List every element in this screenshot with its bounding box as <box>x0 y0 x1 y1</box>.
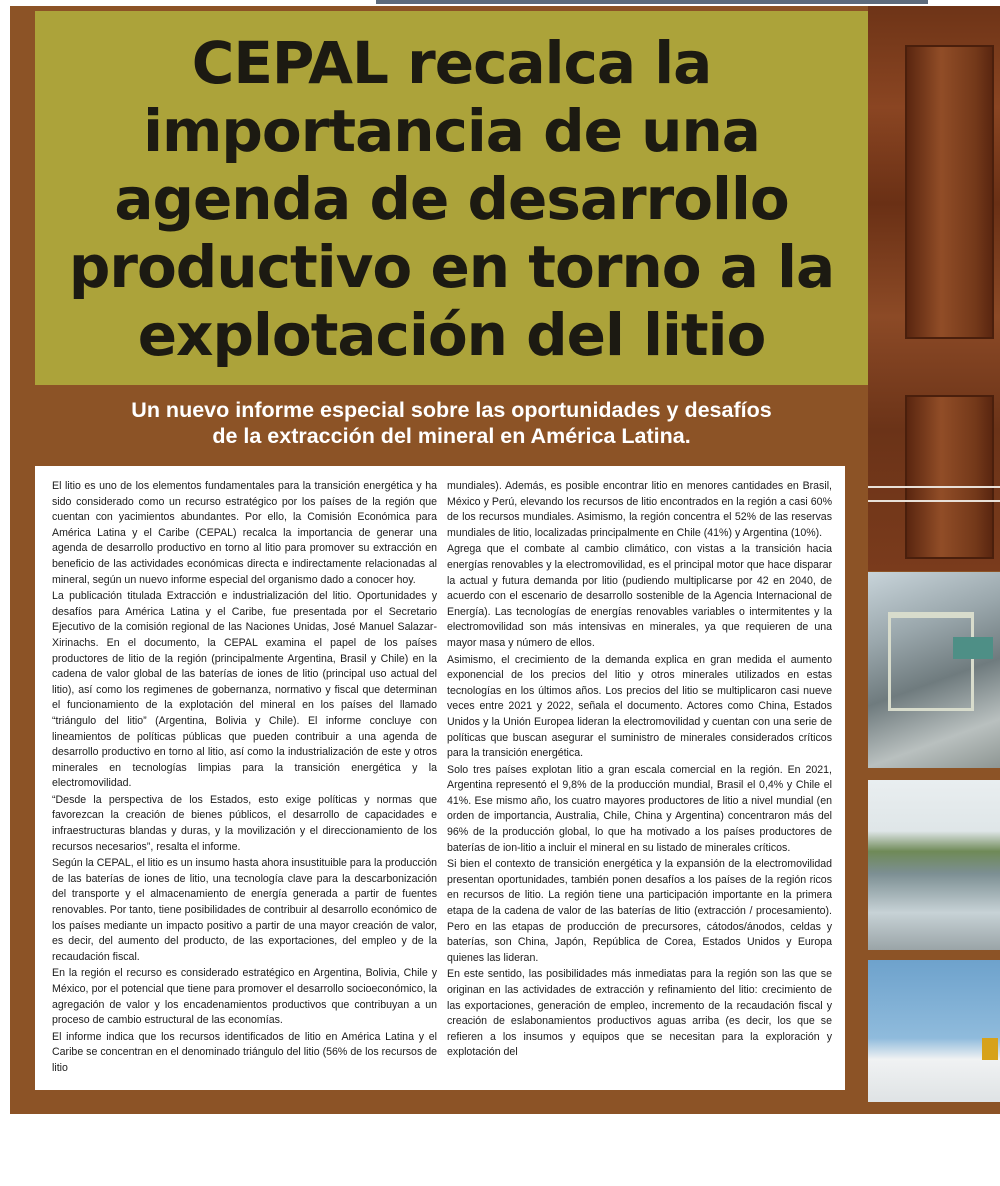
paragraph: Agrega que el combate al cambio climático, con vistas a la transición hacia energías renovables y la electromovilidad, es el principal motor que hace disparar la actual y futura demanda por litio (pudiendo multiplicarse por 42 en 2040, de acuerdo con el escenario de desarrollo sostenible de la Agencia Internacional de Energía). Las tecnologías de energías renovables variables o intermitentes y la electromovilidad son más intensivas en minerales, ya que requieren de una mayor masa y número de ellos. <box>447 543 832 649</box>
paragraph: Solo tres países explotan litio a gran escala comercial en la región. En 2021, Argentina representó el 9,8% de la producción mundial, Brasil el 0,4% y Chile el 41%. Ese mismo año, los cuatro mayores productores de litio a nivel mundial (en orden de importancia, Australia, Chile, China y Argentina) concentraron más del 96% de la producción global, lo que ha motivado a los países productores de baterías de ion-litio a incluir el mineral en su listado de minerales críticos. <box>447 763 832 854</box>
door-panel-lower <box>905 395 994 559</box>
paragraph: El litio es uno de los elementos fundamentales para la transición energética y ha sido considerado como un recurso estratégico por los países de la región que cuentan con yacimientos abundantes. Por ello, la Comisión Económica para América Latina y el Caribe (CEPAL) recalca la importancia de generar una agenda de desarrollo productivo en torno al litio para promover su extracción en beneficio de las actividades económicas directa e indirectamente relacionadas al mineral, según un nuevo informe especial del organismo dado a conocer hoy. <box>52 480 437 586</box>
paragraph: La publicación titulada Extracción e industrialización del litio. Oportunidades y desafíos para América Latina y el Caribe, fue presentada por el Secretario Ejecutivo de la comisión regional de las Naciones Unidas, José Manuel Salazar-Xirinachs. En el documento, la CEPAL examina el papel de los países productores de litio de la región (principalmente Argentina, Brasil y Chile) en la cadena de valor global de las baterías de iones de litio (principal uso actual del litio), así como los regimenes de gobernanza, normativo y fiscal que determinan el funcionamiento de la explotación del mineral en los países del llamado “triángulo del litio” (Argentina, Bolivia y Chile). El informe concluye con lineamientos de políticas públicas que pueden contribuir a una agenda de desarrollo productivo en torno al litio, así como la industrialización de este y otros minerales en tecnologías limpias para la transición energética y la electromovilidad. <box>52 590 437 790</box>
paragraph: En la región el recurso es considerado estratégico en Argentina, Bolivia, Chile y México, por el potencial que tiene para promover el desarrollo socioeconómico, la agregación de valor y los encadenamientos productivos que contribuyan a un proceso de cambio estructural de las economías. <box>52 967 437 1027</box>
left-column <box>52 479 437 1078</box>
paragraph: Asimismo, el crecimiento de la demanda explica en gran medida el aumento exponencial de los precios del litio y otros minerales utilizados en estas tecnologías en los últimos años. Los precios del litio se multiplicaron casi nueve veces entre 2021 y 2022, señala el documento. Actores como China, Estados Unidos y la Unión Europea lideran la electromovilidad y cuentan con una serie de políticas que buscan asegurar el suministro de minerales considerados críticos para la transición energética. <box>447 653 832 760</box>
plant-structure <box>888 612 974 711</box>
title-box <box>35 11 868 385</box>
evaporation-pond-photo <box>868 780 1000 950</box>
cable-line <box>868 486 1000 488</box>
paragraph: Según la CEPAL, el litio es un insumo hasta ahora insustituible para la producción de las baterías de iones de litio, una tecnología clave para la descarbonización del transporte y el almacenamiento de energía generada a partir de fuentes renovables. Por tanto, tiene posibilidades de contribuir al desarrollo económico de los países mediante un impacto positivo a partir de una mayor creación de valor, es decir, del aumento del producto, de las exportaciones, del empleo y de la recaudación fiscal. <box>52 857 437 963</box>
article-body <box>35 466 845 1090</box>
paragraph: Si bien el contexto de transición energética y la expansión de la electromovilidad presentan oportunidades, también ponen desafíos a los países de la región ricos en recursos de litio. La región tiene una participación importante en la primera etapa de la cadena de valor de las baterías de litio (extracción / procesamiento). Pero en las etapas de producción de precursores, cátodos/ánodos, celdas y baterías, son China, Japón, República de Corea, Estados Unidos y Europa quienes las lideran. <box>447 858 832 964</box>
paragraph: mundiales). Además, es posible encontrar litio en menores cantidades en Brasil, México y Perú, elevando los recursos de litio encontrados en la región a casi 60% de los recursos mundiales. Asimismo, la región concentra el 52% de las reservas mundiales de litio, localizadas principalmente en Chile (41%) y Argentina (10%). <box>447 480 832 539</box>
paragraph: “Desde la perspectiva de los Estados, esto exige políticas y normas que favorezcan la creación de bienes públicos, el desarrollo de capacidades e infraestructuras blandas y duras, y la movilización y el direccionamiento de los recursos necesarios”, resalta el informe. <box>52 793 437 853</box>
cable-line <box>868 500 1000 502</box>
truck-shape <box>982 1038 998 1060</box>
article-subtitle <box>35 397 868 449</box>
subtitle-line-1: Un nuevo informe especial sobre las oportunidades y desafíos <box>131 398 772 422</box>
top-edge-bar <box>376 0 928 4</box>
right-column <box>447 479 832 1062</box>
subtitle-line-2: de la extracción del mineral en América Latina. <box>212 424 691 448</box>
paragraph: El informe indica que los recursos identificados de litio en América Latina y el Caribe se concentran en el denominado triángulo del litio (56% de los recursos de litio <box>52 1030 437 1074</box>
article-title: CEPAL recalca la importancia de una agenda de desarrollo productivo en torno a la explotación del litio <box>68 29 835 369</box>
door-panel-upper <box>905 45 994 339</box>
salt-flat-photo <box>868 960 1000 1102</box>
lithium-plant-photo <box>868 572 1000 768</box>
paragraph: En este sentido, las posibilidades más inmediatas para la región son las que se originan en las actividades de extracción y refinamiento del litio: crecimiento de las exportaciones, generación de empleo, incremento de la recaudación fiscal y creación de eslabonamientos productivos aguas arriba (es decir, los que se refieren a los insumos y equipos que se necesitan para la exploración y explotación del <box>447 968 832 1059</box>
plant-tank <box>953 637 993 659</box>
